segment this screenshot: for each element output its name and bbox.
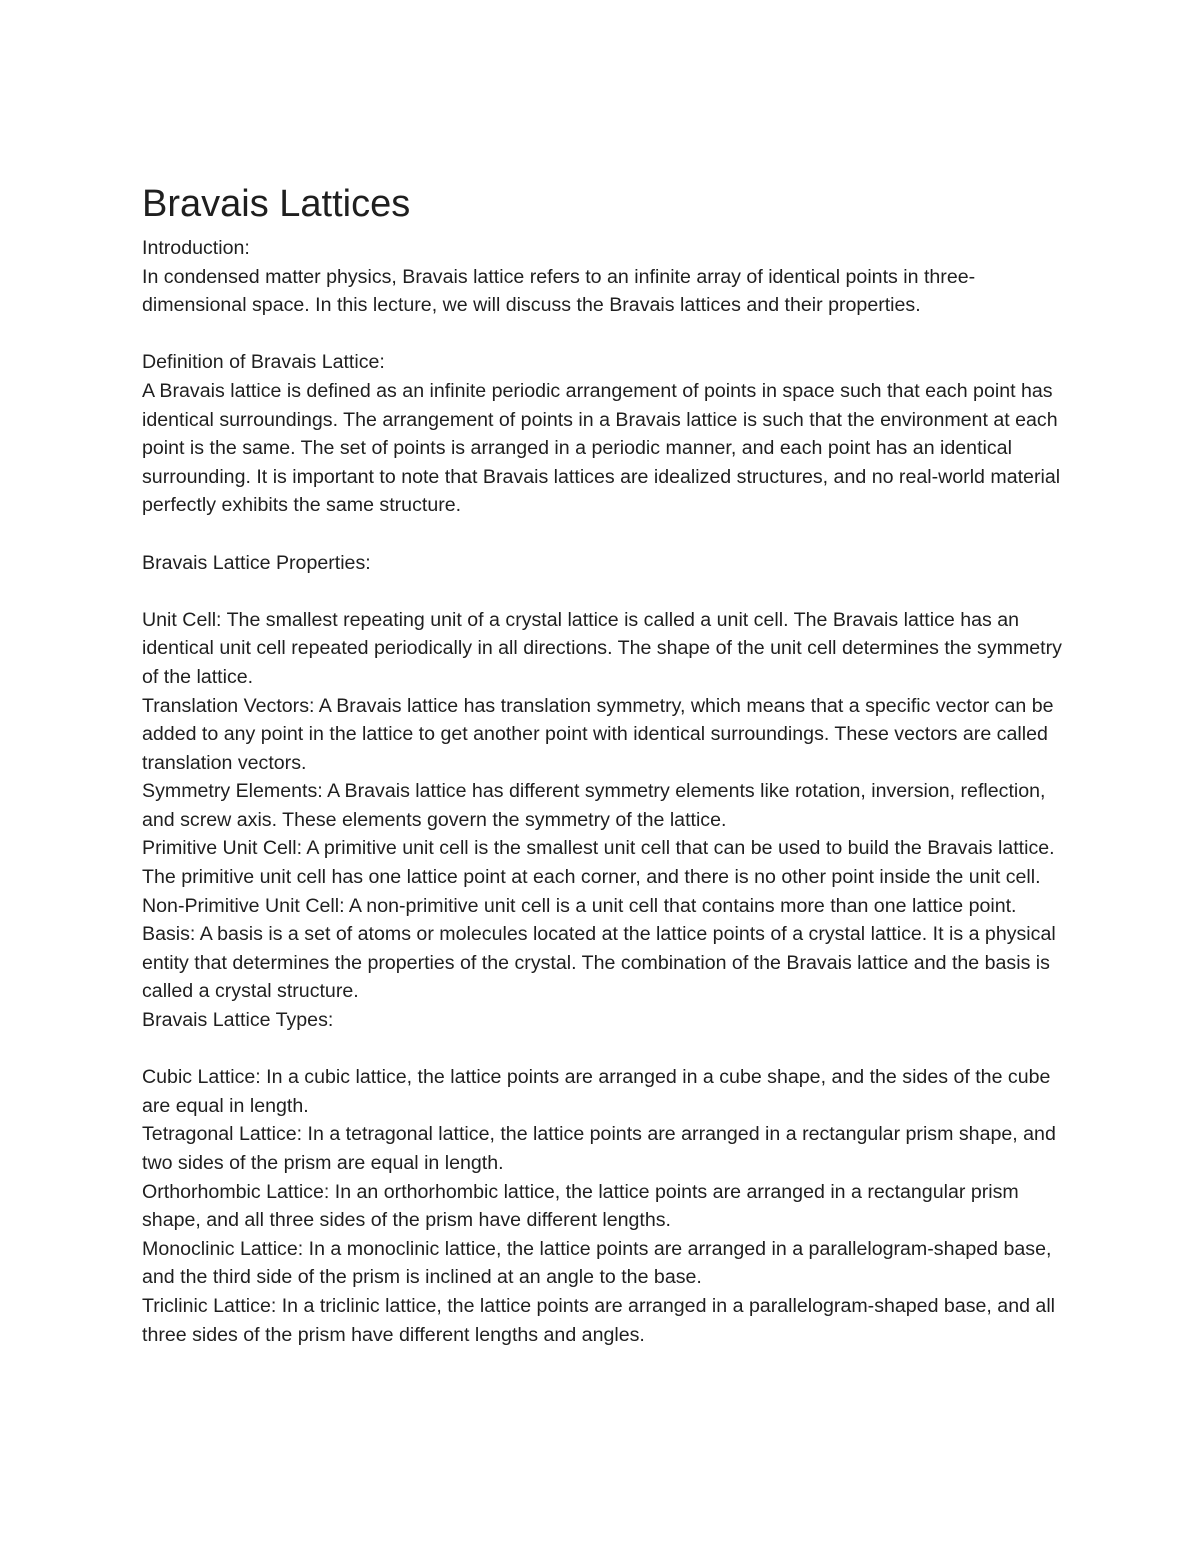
paragraph: Symmetry Elements: A Bravais lattice has different symmetry elements like rotation, inversion, reflection, and screw axis. These elements govern the symmetry of the lattice.: [142, 780, 1051, 831]
paragraph: Basis: A basis is a set of atoms or molecules located at the lattice points of a crystal lattice. It is a physical entity that determines the properties of the crystal. The combination of the Bravais lattice and the basis is called a crystal structure.: [142, 923, 1062, 1003]
paragraph: Unit Cell: The smallest repeating unit of a crystal lattice is called a unit cell. The Bravais lattice has an identical unit cell repeated periodically in all directions. The shape of the unit cell determines the symmetry of the lattice.: [142, 608, 1068, 688]
paragraph: Bravais Lattice Types:: [142, 1009, 334, 1032]
document-title: Bravais Lattices: [142, 183, 411, 225]
blank-line: [142, 1035, 1072, 1064]
paragraph: Introduction:: [142, 237, 250, 259]
paragraph: Translation Vectors: A Bravais lattice has translation symmetry, which means that a specific vector can be added to any point in the lattice to get another point with identical surroundings. These vectors are called translation vectors.: [142, 694, 1059, 774]
paragraph: Bravais Lattice Properties:: [142, 551, 371, 574]
document-blocks: [142, 234, 1072, 1349]
paragraph: Primitive Unit Cell: A primitive unit cell is the smallest unit cell that can be used to build the Bravais lattice. The primitive unit cell has one lattice point at each corner, and there is no other point inside the unit cell.: [142, 837, 1060, 889]
paragraph: Monoclinic Lattice: In a monoclinic lattice, the lattice points are arranged in a parallelogram-shaped base, and the third side of the prism is inclined at an angle to the base.: [142, 1237, 1057, 1289]
paragraph: Cubic Lattice: In a cubic lattice, the lattice points are arranged in a cube shape, and the sides of the cube are equal in length.: [142, 1066, 1056, 1117]
paragraph: In condensed matter physics, Bravais lattice refers to an infinite array of identical points in three-dimensional space. In this lecture, we will discuss the Bravais lattices and their properties.: [142, 265, 976, 317]
blank-line: [142, 577, 1072, 606]
paragraph: A Bravais lattice is defined as an infinite periodic arrangement of points in space such that each point has identical surroundings. The arrangement of points in a Bravais lattice is such that the environment at each point is the same. The set of points is arranged in a periodic manner, and each point has an identical surrounding. It is important to note that Bravais lattices are idealized structures, and no real-world material perfectly exhibits the same structure.: [142, 379, 1066, 517]
document-body: [142, 182, 1072, 1349]
paragraph: Definition of Bravais Lattice:: [142, 351, 385, 374]
paragraph: Non-Primitive Unit Cell: A non-primitive unit cell is a unit cell that contains more than one lattice point.: [142, 894, 1017, 917]
paragraph: Triclinic Lattice: In a triclinic lattice, the lattice points are arranged in a parallelogram-shaped base, and all three sides of the prism have different lengths and angles.: [142, 1294, 1061, 1346]
blank-line: [142, 320, 1072, 349]
paragraph: Tetragonal Lattice: In a tetragonal lattice, the lattice points are arranged in a rectangular prism shape, and two sides of the prism are equal in length.: [142, 1123, 1062, 1174]
paragraph: Orthorhombic Lattice: In an orthorhombic lattice, the lattice points are arranged in a rectangular prism shape, and all three sides of the prism have different lengths.: [142, 1180, 1025, 1232]
blank-line: [142, 520, 1072, 549]
